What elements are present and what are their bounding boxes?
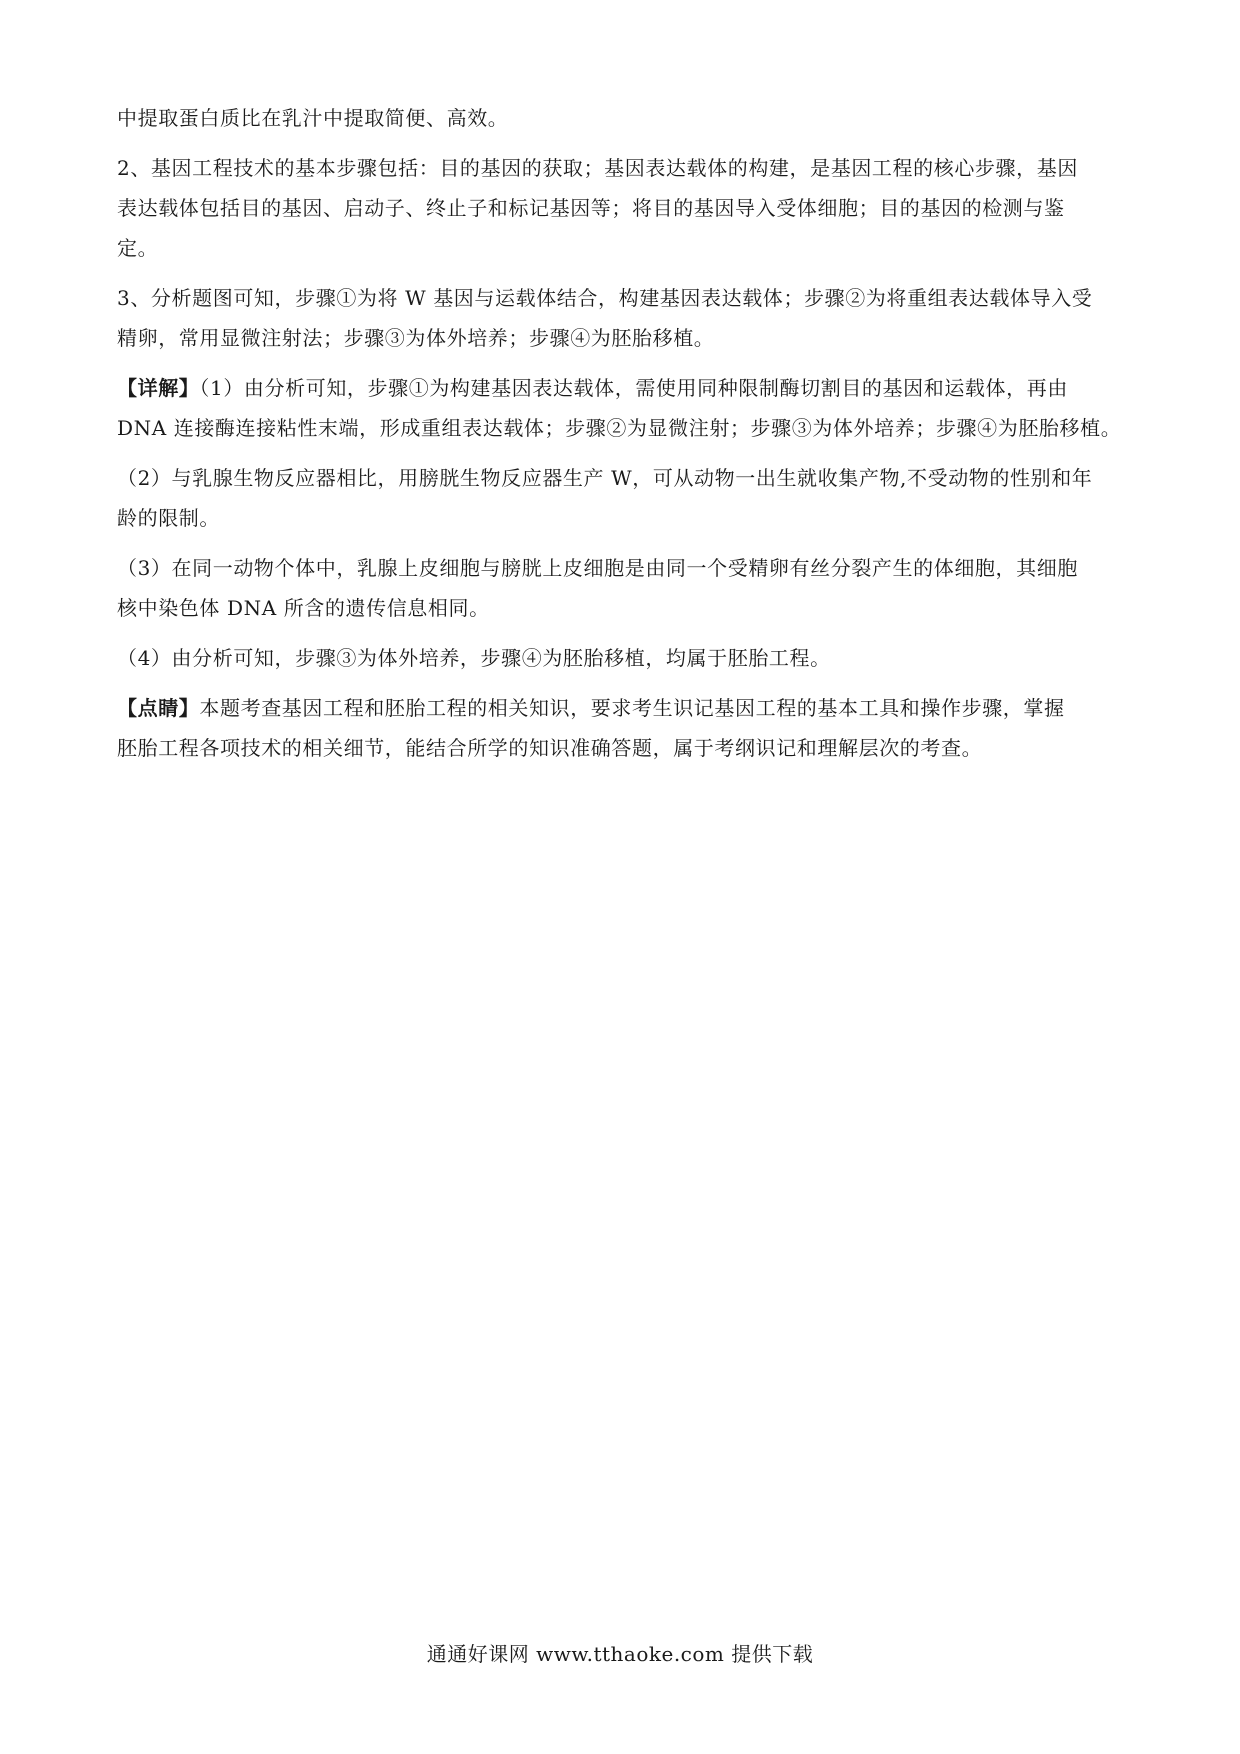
paragraph-detailed-answer-1 <box>117 368 1129 448</box>
paragraph-detailed-answer-3 <box>117 548 1129 628</box>
text-line: 定。 <box>117 236 159 260</box>
text-line <box>117 368 1129 408</box>
text-line: 2、基因工程技术的基本步骤包括：目的基因的获取；基因表达载体的构建，是基因工程的核心步骤，基因 <box>117 156 1078 180</box>
text-line: 中提取蛋白质比在乳汁中提取简便、高效。 <box>117 106 509 130</box>
text-line: （2）与乳腺生物反应器相比，用膀胱生物反应器生产 W，可从动物一出生就收集产物,不受动物的性别和年 <box>117 466 1093 490</box>
text-line: DNA 连接酶连接粘性末端，形成重组表达载体；步骤②为显微注射；步骤③为体外培养；步骤④为胚胎移植。 <box>117 416 1122 440</box>
document-body <box>117 98 1129 778</box>
text-line <box>117 688 1129 728</box>
text-segment: （1）由分析可知，步骤①为构建基因表达载体，需使用同种限制酶切割目的基因和运载体，再由 <box>199 376 1068 400</box>
text-line: （3）在同一动物个体中，乳腺上皮细胞与膀胱上皮细胞是由同一个受精卵有丝分裂产生的体细胞，其细胞 <box>117 556 1078 580</box>
paragraph-detailed-answer-4 <box>117 638 1129 678</box>
paragraph-comment <box>117 688 1129 768</box>
paragraph-detailed-answer-2 <box>117 458 1129 538</box>
text-line: 3、分析题图可知，步骤①为将 W 基因与运载体结合，构建基因表达载体；步骤②为将重组表达载体导入受 <box>117 286 1093 310</box>
page-footer: 通通好课网 www.tthaoke.com 提供下载 <box>426 1642 814 1666</box>
text-line: （4）由分析可知，步骤③为体外培养，步骤④为胚胎移植，均属于胚胎工程。 <box>117 646 831 670</box>
text-segment: 本题考查基因工程和胚胎工程的相关知识，要求考生识记基因工程的基本工具和操作步骤，掌握 <box>199 696 1065 720</box>
text-line: 核中染色体 DNA 所含的遗传信息相同。 <box>117 596 490 620</box>
text-line: 龄的限制。 <box>117 506 220 530</box>
text-line: 表达载体包括目的基因、启动子、终止子和标记基因等；将目的基因导入受体细胞；目的基因的检测与鉴 <box>117 196 1065 220</box>
text-line: 精卵，常用显微注射法；步骤③为体外培养；步骤④为胚胎移植。 <box>117 326 715 350</box>
text-line: 胚胎工程各项技术的相关细节，能结合所学的知识准确答题，属于考纲识记和理解层次的考查。 <box>117 736 983 760</box>
paragraph-continuation <box>117 98 1129 138</box>
paragraph-gene-engineering-steps <box>117 148 1129 268</box>
section-label-comment: 【点睛】 <box>117 696 200 720</box>
section-label-detail: 【详解】 <box>117 376 200 400</box>
paragraph-figure-analysis <box>117 278 1129 358</box>
